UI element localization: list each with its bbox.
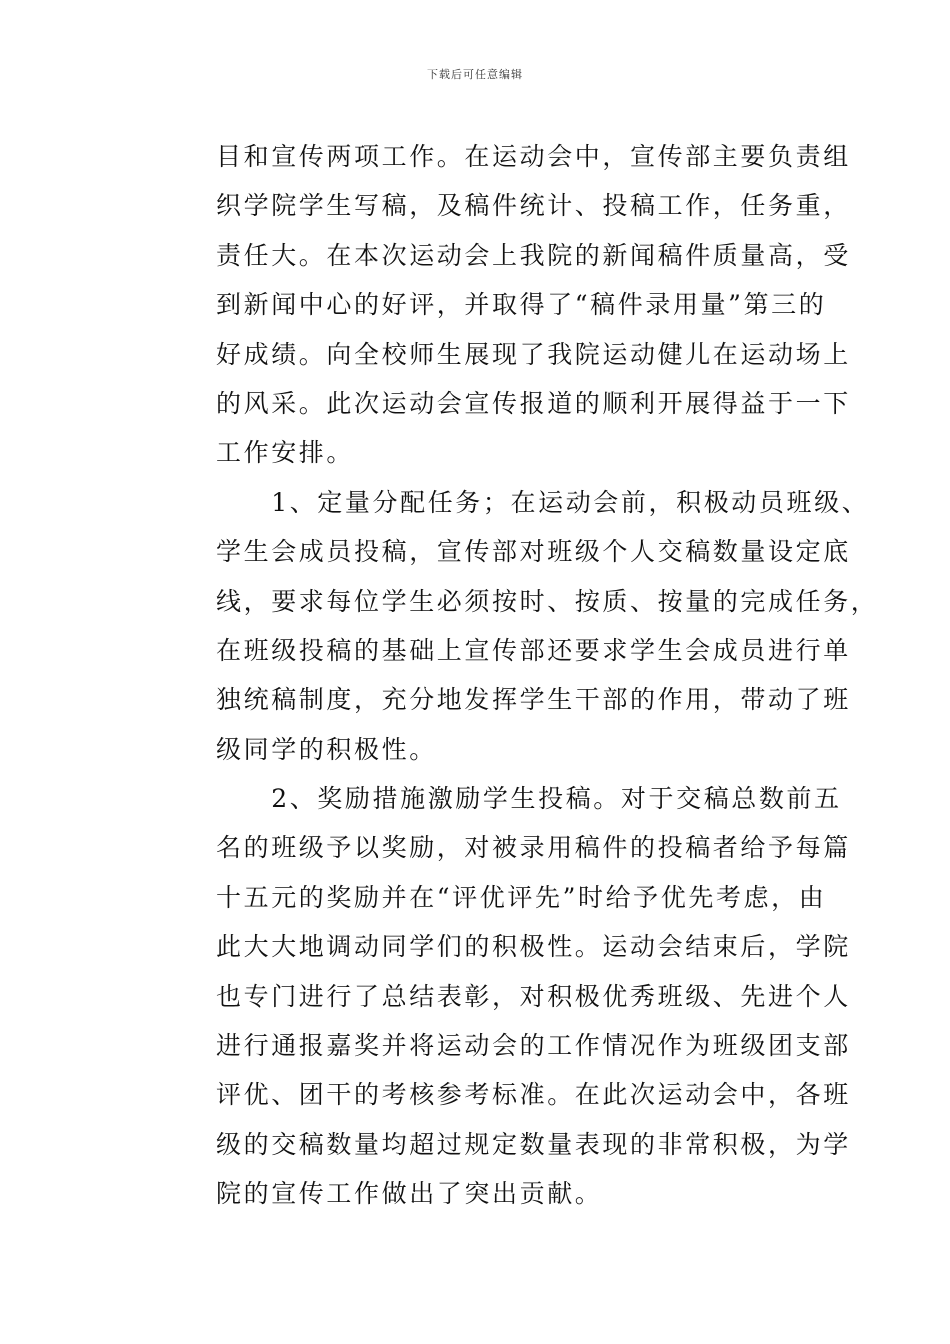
- text-line: 级同学的积极性。: [216, 734, 437, 764]
- document-body: [216, 132, 879, 1219]
- text-line: 此大大地调动同学们的积极性。运动会结束后，学院: [216, 932, 851, 962]
- text-line: 的风采。此次运动会宣传报道的顺利开展得益于一下: [216, 388, 851, 418]
- text-line: 院的宣传工作做出了突出贡献。: [216, 1179, 603, 1209]
- text-line: 评优、团干的考核参考标准。在此次运动会中，各班: [216, 1080, 851, 1110]
- text-line: 责任大。在本次运动会上我院的新闻稿件质量高，受: [216, 240, 851, 270]
- text-line: 独统稿制度，充分地发挥学生干部的作用，带动了班: [216, 685, 851, 715]
- text-line: 进行通报嘉奖并将运动会的工作情况作为班级团支部: [216, 1031, 851, 1061]
- text-line: 也专门进行了总结表彰，对积极优秀班级、先进个人: [216, 981, 851, 1011]
- text-line: 在班级投稿的基础上宣传部还要求学生会成员进行单: [216, 635, 851, 665]
- text-line: 名的班级予以奖励，对被录用稿件的投稿者给予每篇: [216, 833, 851, 863]
- text-line: 到新闻中心的好评，并取得了“稿件录用量”第三的: [216, 290, 827, 320]
- text-line: 织学院学生写稿，及稿件统计、投稿工作，任务重，: [216, 191, 851, 221]
- text-line: 学生会成员投稿，宣传部对班级个人交稿数量设定底: [216, 537, 851, 567]
- page-header-note: 下载后可任意编辑: [427, 68, 523, 81]
- text-line: 十五元的奖励并在“评优评先”时给予优先考虑，由: [216, 882, 827, 912]
- text-line: 1、定量分配任务；在运动会前，积极动员班级、: [216, 487, 870, 517]
- text-line: 工作安排。: [216, 438, 355, 468]
- text-line: 2、奖励措施激励学生投稿。对于交稿总数前五: [216, 784, 842, 814]
- text-line: 线，要求每位学生必须按时、按质、按量的完成任务，: [216, 586, 879, 616]
- text-line: 级的交稿数量均超过规定数量表现的非常积极，为学: [216, 1129, 851, 1159]
- text-line: 目和宣传两项工作。在运动会中，宣传部主要负责组: [216, 142, 851, 171]
- text-line: 好成绩。向全校师生展现了我院运动健儿在运动场上: [216, 339, 851, 369]
